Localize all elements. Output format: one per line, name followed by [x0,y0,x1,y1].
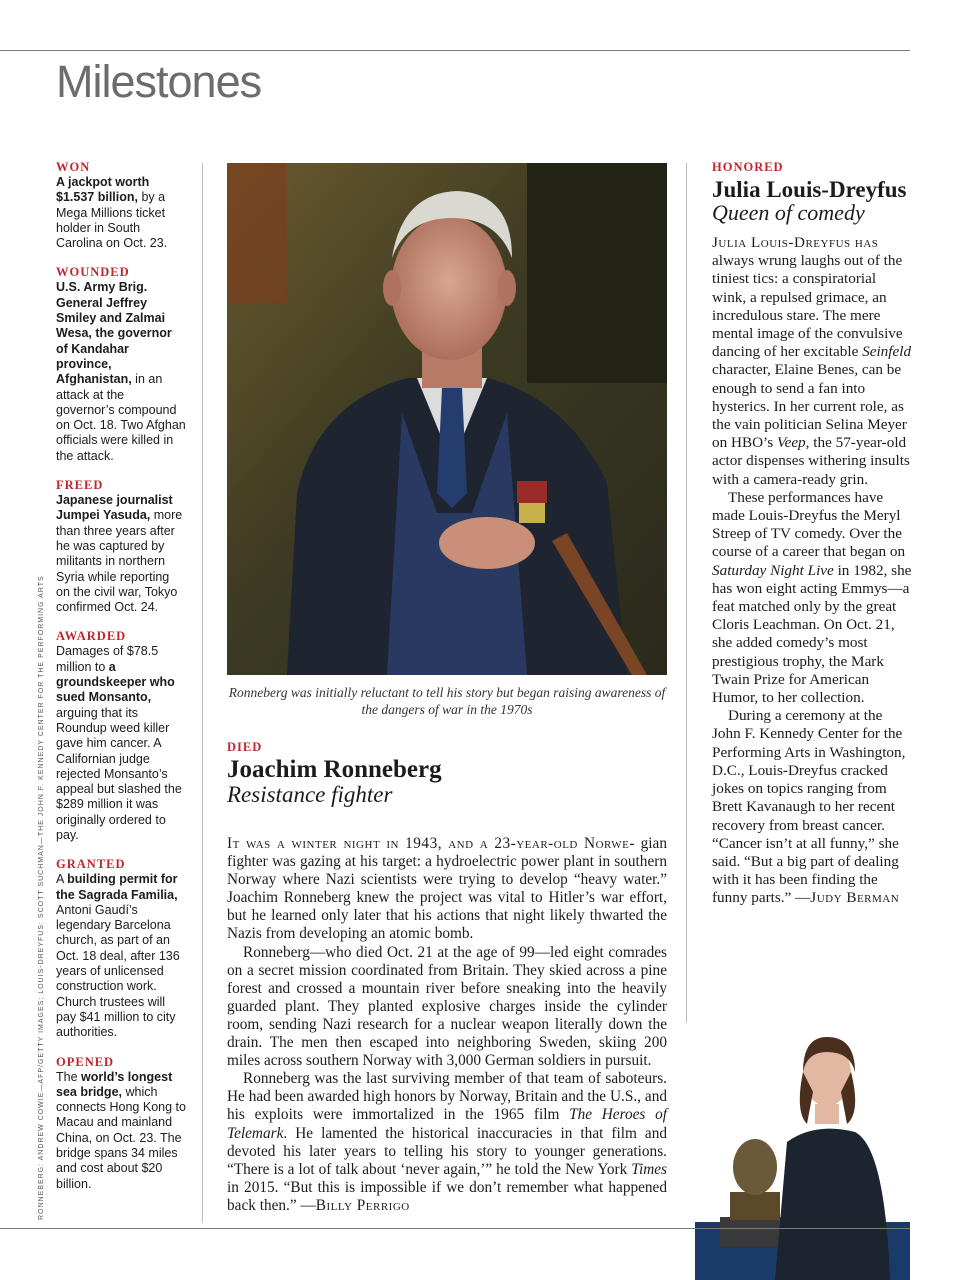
side-article [712,160,912,908]
article-paragraph: Ronneberg—who died Oct. 21 at the age of 99—led eight comrades on a secret mission coordinated from Britain. They skied across a pine forest and crossed a mountain river before sneaking into the heavily guarded plant. They planted explosive charges inside the cylinder room, sending Nazi research for a nuclear weapon literally down the drain. The men then escaped into neighboring Sweden, skiing 200 miles across southern Norway with 3,000 German soldiers in pursuit. [227,943,667,1070]
column-divider [686,163,687,1023]
brief-wounded [56,265,186,464]
brief-text: Japanese journalist Jumpei Yasuda, more than three years after he was captured by militants in northern Syria while reporting on the civil war, Tokyo confirmed Oct. 24. [56,493,183,615]
brief-text: Damages of $78.5 million to a groundskeeper who sued Monsanto, arguing that its Roundup weed killer gave him cancer. A Californian judge rejected Monsanto’s appeal but slashed the $289 million it was originally ordered to pay. [56,644,182,842]
ronneberg-photo [227,163,667,675]
photo-caption: Ronneberg was initially reluctant to tell his story but began raising awareness of the dangers of war in the 1970s [228,685,666,717]
article-paragraph: These performances have made Louis-Dreyfus the Meryl Streep of TV comedy. Over the course of a career that began on Saturday Night Live in 1982, she has won eight acting Emmys—a feat matched only by the great Cloris Leachman. On Oct. 21, she added comedy’s most prestigious trophy, the Mark Twain Prize for American Humor, to her collection. [712,488,912,707]
brief-won [56,160,186,251]
article-body [227,835,667,1215]
brief-kind: OPENED [56,1054,115,1069]
brief-kind: WON [56,160,91,174]
photo-credit: RONNEBERG: ANDREW COWIE—AFP/GETTY IMAGES; LOUIS-DREYFUS: SCOTT SUCHMAN—THE JOHN F. KENNEDY CENTER FOR THE PERFORMING ARTS [38,575,45,1220]
article-kind: HONORED [712,160,784,174]
brief-opened [56,1055,186,1192]
article-paragraph: It was a winter night in 1943, and a 23-year-old Norwe- gian fighter was gazing at his target: a hydroelectric power plant in southern Norway where Nazi scientists were trying to develop “heavy water.” Joachim Ronneberg knew the project was vital to Hitler’s war effort, but he learned only later that his actions that night likely thwarted the Nazis from developing an atomic bomb. [227,835,667,943]
brief-granted [56,857,186,1040]
brief-awarded [56,629,186,843]
brief-kind: GRANTED [56,857,126,872]
brief-text: U.S. Army Brig. General Jeffrey Smiley and Zalmai Wesa, the governor of Kandahar province, Afghanistan, in an attack at the governor’s compound on Oct. 18. Two Afghan officials were killed in the attack. [56,280,186,463]
brief-kind: FREED [56,478,104,493]
louis-dreyfus-photo [695,1032,910,1280]
bottom-rule [0,1228,910,1229]
article-paragraph: Ronneberg was the last surviving member of that team of saboteurs. He had been awarded high honors by Norway, Britain and the U.S., and his exploits were immortalized in the 1965 film The Heroes of Telemark. He lamented the historical inaccuracies in that film and devoted his later years to telling his story to younger generations. “There is a lot of talk about ‘never again,’” he told the New York Times in 2015. “But this is impossible if we don’t remember what happened back then.” —Billy Perrigo [227,1070,667,1214]
article-kind: DIED [227,740,263,754]
section-title: Milestones [56,56,262,107]
byline: Billy Perrigo [315,1196,410,1214]
brief-freed [56,478,186,615]
article-body [712,234,912,908]
main-article [227,740,667,1215]
byline: Judy Berman [810,889,900,907]
brief-text: The world’s longest sea bridge, which connects Hong Kong to Macau and mainland China, on Oct. 23. The bridge spans 34 miles and cost about $20 billion. [56,1069,186,1191]
article-paragraph: Julia Louis-Dreyfus has always wrung laughs out of the tiniest tics: a conspiratorial wink, a repulsed grimace, an incredulous stare. The mere mental image of the convulsive dancing of her excitable Seinfeld character, Elaine Benes, can be enough to send a fan into hysterics. In her current role, as the vain politician Selina Meyer on HBO’s Veep, the 57-year-old actor dispenses withering insults with a camera-ready grin. [712,234,912,488]
article-headline: Julia Louis-Dreyfus Queen of comedy [712,177,907,225]
top-rule [0,50,910,51]
article-subhead: Queen of comedy [712,200,865,225]
column-divider [202,163,203,1223]
article-paragraph: During a ceremony at the John F. Kennedy Center for the Performing Arts in Washington, D.C., Louis-Dreyfus cracked jokes on topics ranging from Brett Kavanaugh to her recent recovery from breast cancer. “Cancer isn’t at all funny,” she said. “But a big part of dealing with it has been finding the funny parts.” —Judy Berman [712,707,906,907]
brief-kind: AWARDED [56,629,127,644]
brief-text: A building permit for the Sagrada Familia, Antoni Gaudí’s legendary Barcelona church, as part of an Oct. 18 deal, after 136 years of unlicensed construction work. Church trustees will pay $41 million to city authorities. [56,872,180,1040]
article-subhead: Resistance fighter [227,782,393,807]
brief-text: A jackpot worth $1.537 billion, by a Mega Millions ticket holder in South Carolina on Oct. 23. [56,175,168,251]
brief-kind: WOUNDED [56,265,130,280]
article-headline: Joachim Ronneberg [227,756,442,783]
briefs-column [56,160,186,1206]
